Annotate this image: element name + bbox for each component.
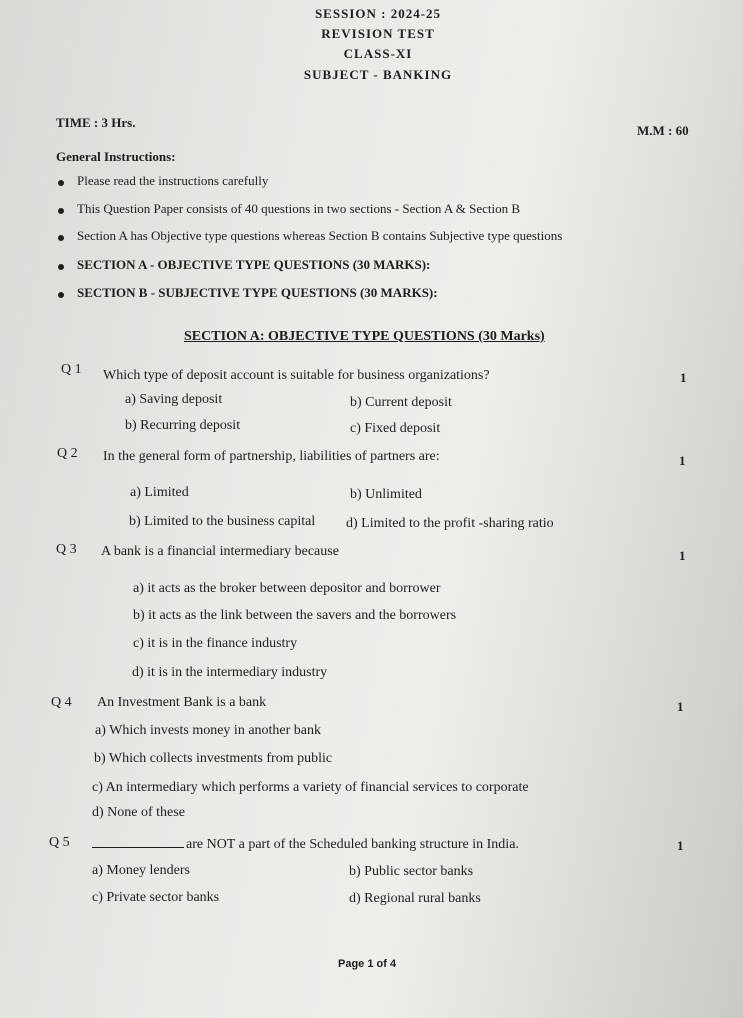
option-b: b) Public sector banks bbox=[349, 864, 474, 879]
option-a: a) Saving deposit bbox=[125, 392, 223, 407]
question-text: Which type of deposit account is suitable for business organizations? bbox=[103, 368, 490, 383]
option-d: d) Regional rural banks bbox=[349, 891, 481, 906]
option-b: b) Which collects investments from public bbox=[94, 751, 333, 766]
option-d: d) None of these bbox=[92, 805, 185, 820]
bullet-icon bbox=[58, 292, 64, 298]
question-number: Q 3 bbox=[56, 542, 77, 557]
bullet-icon bbox=[58, 264, 64, 270]
question-number: Q 4 bbox=[51, 695, 72, 710]
question-text: A bank is a financial intermediary because bbox=[101, 544, 339, 559]
section-a-title: SECTION A: OBJECTIVE TYPE QUESTIONS (30 Marks) bbox=[184, 329, 545, 344]
question-number: Q 1 bbox=[61, 362, 82, 377]
bullet-icon bbox=[58, 235, 64, 241]
option-c: c) An intermediary which performs a variety of financial services to corporate bbox=[92, 780, 529, 795]
instruction-item: Section A has Objective type questions whereas Section B contains Subjective type questions bbox=[77, 228, 563, 243]
option-c: b) Limited to the business capital bbox=[129, 514, 316, 529]
question-text: An Investment Bank is a bank bbox=[97, 695, 267, 710]
option-d: d) Limited to the profit -sharing ratio bbox=[346, 516, 554, 531]
page-number: Page 1 of 4 bbox=[338, 958, 397, 970]
option-a: a) Money lenders bbox=[92, 863, 190, 878]
option-c: b) Recurring deposit bbox=[125, 418, 241, 433]
fill-in-blank bbox=[92, 846, 184, 848]
option-a: a) it acts as the broker between depositor and borrower bbox=[133, 581, 441, 596]
question-number: Q 2 bbox=[57, 446, 78, 461]
question-marks: 1 bbox=[677, 838, 684, 853]
instruction-item: Please read the instructions carefully bbox=[77, 173, 269, 188]
test-heading: REVISION TEST bbox=[321, 26, 435, 41]
instruction-item: SECTION B - SUBJECTIVE TYPE QUESTIONS (30 MARKS): bbox=[77, 285, 438, 300]
option-b: b) Unlimited bbox=[350, 487, 422, 502]
question-marks: 1 bbox=[679, 548, 686, 563]
question-text: are NOT a part of the Scheduled banking structure in India. bbox=[186, 837, 519, 852]
question-text-wrapper bbox=[92, 837, 519, 853]
option-a: a) Which invests money in another bank bbox=[95, 723, 322, 738]
question-number: Q 5 bbox=[49, 835, 70, 850]
option-b: b) it acts as the link between the savers and the borrowers bbox=[133, 608, 457, 623]
instructions-heading: General Instructions: bbox=[56, 149, 176, 164]
bullet-icon bbox=[58, 180, 64, 186]
instruction-item: SECTION A - OBJECTIVE TYPE QUESTIONS (30 MARKS): bbox=[77, 257, 431, 272]
question-text: In the general form of partnership, liabilities of partners are: bbox=[103, 449, 440, 464]
question-marks: 1 bbox=[680, 370, 687, 385]
option-d: c) Fixed deposit bbox=[350, 421, 441, 436]
option-d: d) it is in the intermediary industry bbox=[132, 665, 328, 680]
option-b: b) Current deposit bbox=[350, 395, 452, 410]
option-c: c) Private sector banks bbox=[92, 890, 220, 905]
subject-heading: SUBJECT - BANKING bbox=[303, 67, 453, 82]
question-marks: 1 bbox=[677, 699, 684, 714]
max-marks-label: M.M : 60 bbox=[637, 123, 689, 138]
option-a: a) Limited bbox=[130, 485, 189, 500]
time-label: TIME : 3 Hrs. bbox=[56, 115, 136, 130]
instruction-item: This Question Paper consists of 40 questions in two sections - Section A & Section B bbox=[77, 201, 521, 216]
class-heading: CLASS-XI bbox=[343, 46, 413, 61]
option-c: c) it is in the finance industry bbox=[133, 636, 298, 651]
bullet-icon bbox=[58, 208, 64, 214]
question-marks: 1 bbox=[679, 453, 686, 468]
session-heading: SESSION : 2024-25 bbox=[314, 6, 442, 21]
